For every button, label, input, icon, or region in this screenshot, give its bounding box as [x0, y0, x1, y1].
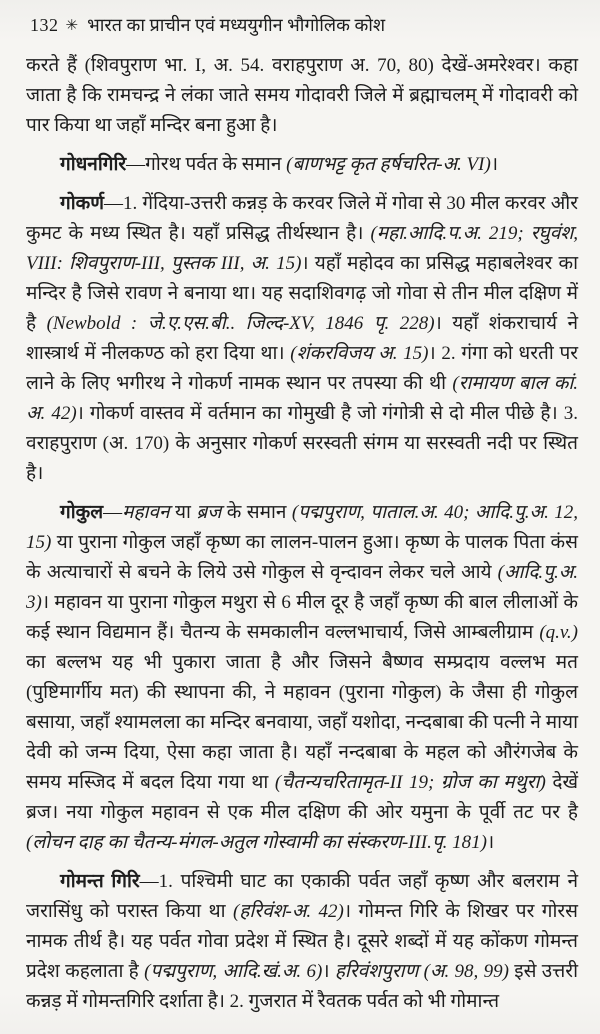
text-run: । यहाँ शंकराचार्य ने शास्त्रार्थ में नीलकण्ठ को हरा दिया था। [26, 313, 578, 364]
entry-headword: गोकुल [60, 502, 104, 523]
text-run: । गोकर्ण वास्तव में वर्तमान का गोमुखी है जो गंगोत्री से दो मील पीछे है। 3. वराहपुराण (अ. 170) के अनुसार गोकर्ण सरस्वती संगम या सरस्वती नदी पर स्थित है। [26, 403, 579, 484]
entry-headword: गोमन्त गिरि [60, 871, 140, 892]
entry-godhanagiri [26, 150, 578, 180]
citation-text: महावन [122, 502, 170, 523]
citation-text: हरिवंशपुराण (अ. 98, 99) [334, 961, 509, 982]
para-continuation [26, 51, 578, 141]
text-run: । महावन या पुराना गोकुल मथुरा से 6 मील दूर है जहाँ कृष्ण की बाल लीलाओं के कई स्थान विद्यमान हैं। चैतन्य के समकालीन वल्लभाचार्य, जिसे आम्बलीग्राम [26, 592, 578, 643]
text-run: या पुराना गोकुल जहाँ कृष्ण का लालन-पालन हुआ। कृष्ण के पालक पिता कंस के अत्याचारों से बचने के लिये उसे गोकुल से वृन्दावन लेकर चले आये [26, 532, 578, 583]
text-run: देखें ब्रज। नया गोकुल महावन से एक मील दक्षिण की ओर यमुना के पूर्वी तट पर है [26, 772, 578, 823]
citation-text: (पद्मपुराण, पाताल.अ. 40; आदि.पु.अ. 12, 15) [26, 502, 578, 553]
text-run: । [487, 832, 495, 853]
text-run: —गोरथ पर्वत के समान [126, 154, 287, 175]
entry-headword: गोकर्ण [60, 193, 104, 214]
text-run: के समान [221, 502, 292, 523]
text-run: —1. पश्चिमी घाट का एकाकी पर्वत जहाँ कृष्ण और बलराम ने जरासिंधु को परास्त किया था [26, 871, 578, 922]
citation-text: (Newbold : जे.ए.एस.बी.. जिल्द-XV, 1846 पृ. 228) [46, 313, 435, 334]
text-run: । [322, 961, 335, 982]
entry-gokarna [26, 189, 578, 489]
text-run: । गोमन्त गिरि के शिखर पर गोरस नामक तीर्थ है। यह पर्वत गोवा प्रदेश में स्थित है। दूसरे शब्दों में यह कोंकण गोमन्त प्रदेश कहलाता है [26, 901, 578, 982]
citation-text: (आदि.पु.अ. 3) [26, 562, 578, 613]
page-number: 132 [30, 15, 59, 35]
entry-gokul [26, 498, 578, 858]
citation-text: (बाणभट्ट कृत हर्षचरित-अ. VI) [286, 154, 491, 175]
text-run: —1. गेंदिया-उत्तरी कन्नड़ के करवर जिले में गोवा से 30 मील करवर और कुमट के मध्य स्थित है। यहाँ प्रसिद्ध तीर्थस्थान है। [26, 193, 578, 244]
citation-text: (शंकरविजय अ. 15) [290, 343, 429, 364]
page-body-text [26, 51, 578, 1017]
citation-text: (रामायण बाल कां. अ. 42) [26, 373, 578, 424]
citation-text: (q.v.) [539, 622, 578, 643]
text-run: — [103, 502, 123, 523]
citation-text: (पद्मपुराण, आदि.खं.अ. 6) [144, 961, 323, 982]
text-run: या [169, 502, 197, 523]
text-run: । 2. गंगा को धरती पर लाने के लिए भगीरथ ने गोकर्ण नामक स्थान पर तपस्या की थी [26, 343, 579, 394]
text-run: करते हैं (शिवपुराण भा. I, अ. 54. वराहपुराण अ. 70, 80) देखें-अमरेश्वर। कहा जाता है कि रामचन्द्र ने लंका जाते समय गोदावरी जिले में ब्रह्माचलम् में गोदावरी को पार किया था जहाँ मन्दिर बना हुआ है। [26, 55, 578, 136]
text-run: का बल्लभ यह भी पुकारा जाता है और जिसने बैष्णव सम्प्रदाय वल्लभ मत (पुष्टिमार्गीय मत) की स्थापना की, ने महावन (पुराना गोकुल) के जैसा ही गोकुल बसाया, जहाँ श्यामलला का मन्दिर बनवाया, जहाँ यशोदा, नन्दबाबा की पत्नी ने माया देवी को जन्म दिया, ऐसा कहा जाता है। यहाँ नन्दबाबा के महल को औरंगजेब के समय मस्जिद में बदल दिया गया था [26, 652, 578, 793]
running-header [30, 12, 578, 39]
running-title: भारत का प्राचीन एवं मध्ययुगीन भौगोलिक कोश [87, 15, 386, 35]
text-run: । [490, 154, 499, 175]
citation-text: (लोचन दाह का चैतन्य-मंगल-अतुल गोस्वामी का संस्करण-III.पृ. 181) [26, 832, 487, 853]
text-run: । यहाँ महोदव का प्रसिद्ध महाबलेश्वर का मन्दिर है जिसे रावण ने बनाया था। यह सदाशिवगढ़ जो गोवा से तीन मील दक्षिण में है [26, 253, 578, 334]
citation-text: (हरिवंश-अ. 42) [232, 901, 344, 922]
asterisk-icon: ✳ [65, 18, 79, 34]
citation-text: (महा.आदि.प.अ. 219; रघुवंश, VIII: शिवपुराण-III, पुस्तक III, अ. 15) [26, 223, 578, 274]
text-run: इसे उत्तरी कन्नड़ में गोमन्तगिरि दर्शाता है। 2. गुजरात में रैवतक पर्वत को भी गोमान्त [26, 961, 578, 1012]
citation-text: (चैतन्यचरितामृत-II 19; ग्रोज का मथुरा) [274, 772, 546, 793]
entry-headword: गोधनगिरि [60, 154, 127, 175]
citation-text: ब्रज [196, 502, 222, 523]
entry-gomant-giri [26, 867, 578, 1017]
